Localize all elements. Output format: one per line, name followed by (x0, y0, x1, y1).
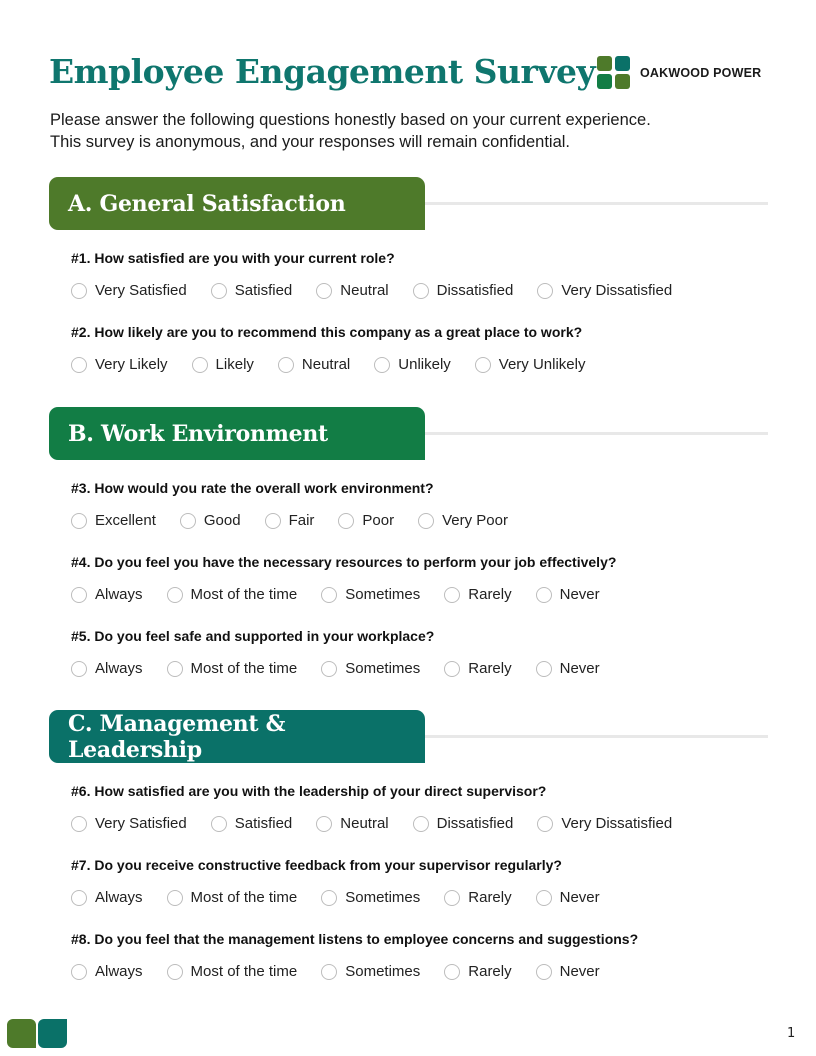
radio-icon[interactable] (536, 661, 552, 677)
option-label: Dissatisfied (436, 282, 514, 299)
option-always[interactable] (71, 963, 143, 980)
option-poor[interactable] (338, 512, 394, 529)
option-label: Rarely (468, 586, 512, 603)
radio-icon[interactable] (537, 283, 553, 299)
option-neutral[interactable] (316, 815, 388, 832)
radio-icon[interactable] (374, 357, 390, 373)
radio-icon[interactable] (413, 283, 429, 299)
option-label: Likely (215, 356, 254, 373)
option-very-likely[interactable] (71, 356, 168, 373)
options-q8 (71, 963, 624, 980)
option-dissatisfied[interactable] (413, 815, 514, 832)
option-label: Very Satisfied (95, 815, 187, 832)
options-q1 (71, 282, 696, 299)
option-likely[interactable] (192, 356, 254, 373)
section-header-work-environment (49, 407, 425, 460)
option-always[interactable] (71, 889, 143, 906)
option-dissatisfied[interactable] (413, 282, 514, 299)
radio-icon[interactable] (71, 661, 87, 677)
option-label: Sometimes (345, 889, 421, 906)
option-label: Dissatisfied (436, 815, 514, 832)
option-sometimes[interactable] (321, 660, 420, 677)
section-divider (425, 202, 768, 205)
section-header-general-satisfaction (49, 177, 425, 230)
option-label: Rarely (468, 660, 512, 677)
radio-icon[interactable] (71, 816, 87, 832)
radio-icon[interactable] (321, 661, 337, 677)
option-very-unlikely[interactable] (475, 356, 586, 373)
question-3: #3. How would you rate the overall work environment? (71, 480, 434, 496)
option-label: Always (95, 586, 143, 603)
option-neutral[interactable] (316, 282, 388, 299)
option-never[interactable] (536, 586, 600, 603)
option-very-satisfied[interactable] (71, 282, 187, 299)
options-q5 (71, 660, 624, 677)
option-label: Sometimes (345, 586, 421, 603)
company-name: OAKWOOD POWER (640, 65, 762, 80)
option-label: Poor (362, 512, 395, 529)
option-most-of-the-time[interactable] (167, 889, 298, 906)
question-6: #6. How satisfied are you with the leadership of your direct supervisor? (71, 783, 547, 799)
option-label: Never (559, 586, 600, 603)
option-label: Good (203, 512, 241, 529)
radio-icon[interactable] (413, 816, 429, 832)
option-rarely[interactable] (444, 586, 511, 603)
option-label: Most of the time (190, 963, 298, 980)
footer-brand-mark-icon (7, 1019, 67, 1048)
radio-icon[interactable] (418, 513, 434, 529)
option-label: Always (95, 889, 143, 906)
radio-icon[interactable] (444, 890, 460, 906)
radio-icon[interactable] (167, 890, 183, 906)
section-title: B. Work Environment (68, 420, 328, 447)
option-label: Rarely (468, 889, 512, 906)
option-label: Most of the time (190, 889, 298, 906)
logo-grid-icon (597, 56, 630, 89)
radio-icon[interactable] (211, 816, 227, 832)
radio-icon[interactable] (265, 513, 281, 529)
option-label: Very Satisfied (95, 282, 187, 299)
option-label: Unlikely (398, 356, 451, 373)
radio-icon[interactable] (338, 513, 354, 529)
page-number: 1 (787, 1026, 796, 1041)
option-label: Very Dissatisfied (561, 815, 673, 832)
radio-icon[interactable] (71, 587, 87, 603)
option-very-dissatisfied[interactable] (537, 282, 672, 299)
option-very-poor[interactable] (418, 512, 508, 529)
option-most-of-the-time[interactable] (167, 963, 298, 980)
radio-icon[interactable] (192, 357, 208, 373)
option-label: Most of the time (190, 660, 298, 677)
option-label: Never (559, 889, 600, 906)
radio-icon[interactable] (167, 587, 183, 603)
radio-icon[interactable] (71, 283, 87, 299)
option-rarely[interactable] (444, 889, 511, 906)
option-label: Always (95, 963, 143, 980)
radio-icon[interactable] (536, 587, 552, 603)
radio-icon[interactable] (316, 816, 332, 832)
option-fair[interactable] (265, 512, 315, 529)
option-neutral[interactable] (278, 356, 350, 373)
option-most-of-the-time[interactable] (167, 660, 298, 677)
option-label: Very Unlikely (498, 356, 586, 373)
option-label: Very Likely (95, 356, 168, 373)
page-title: Employee Engagement Survey (49, 52, 596, 91)
intro-line-1: Please answer the following questions honestly based on your current experience. (50, 111, 651, 129)
question-8: #8. Do you feel that the management listens to employee concerns and suggestions? (71, 931, 639, 947)
option-label: Sometimes (345, 660, 421, 677)
option-satisfied[interactable] (211, 815, 293, 832)
radio-icon[interactable] (211, 283, 227, 299)
options-q4 (71, 586, 624, 603)
section-title: A. General Satisfaction (68, 190, 346, 217)
option-label: Fair (288, 512, 315, 529)
radio-icon[interactable] (537, 816, 553, 832)
radio-icon[interactable] (536, 890, 552, 906)
option-never[interactable] (536, 660, 600, 677)
option-label: Very Poor (442, 512, 508, 529)
option-label: Excellent (95, 512, 156, 529)
option-very-dissatisfied[interactable] (537, 815, 672, 832)
radio-icon[interactable] (321, 890, 337, 906)
radio-icon[interactable] (71, 357, 87, 373)
option-rarely[interactable] (444, 660, 511, 677)
option-sometimes[interactable] (321, 889, 420, 906)
options-q6 (71, 815, 696, 832)
radio-icon[interactable] (444, 587, 460, 603)
option-very-satisfied[interactable] (71, 815, 187, 832)
radio-icon[interactable] (475, 357, 491, 373)
radio-icon[interactable] (444, 661, 460, 677)
radio-icon[interactable] (167, 661, 183, 677)
radio-icon[interactable] (536, 964, 552, 980)
option-sometimes[interactable] (321, 963, 420, 980)
option-satisfied[interactable] (211, 282, 293, 299)
option-never[interactable] (536, 963, 600, 980)
question-5: #5. Do you feel safe and supported in your workplace? (71, 628, 435, 644)
intro-text (50, 109, 651, 153)
question-4: #4. Do you feel you have the necessary resources to perform your job effectively? (71, 554, 617, 570)
radio-icon[interactable] (316, 283, 332, 299)
option-sometimes[interactable] (321, 586, 420, 603)
option-label: Sometimes (345, 963, 421, 980)
option-good[interactable] (180, 512, 241, 529)
question-2: #2. How likely are you to recommend this company as a great place to work? (71, 324, 583, 340)
radio-icon[interactable] (321, 964, 337, 980)
section-header-management-leadership (49, 710, 425, 763)
radio-icon[interactable] (278, 357, 294, 373)
radio-icon[interactable] (71, 890, 87, 906)
radio-icon[interactable] (71, 964, 87, 980)
options-q2 (71, 356, 609, 373)
question-1: #1. How satisfied are you with your current role? (71, 250, 395, 266)
options-q7 (71, 889, 624, 906)
question-7: #7. Do you receive constructive feedback from your supervisor regularly? (71, 857, 562, 873)
options-q3 (71, 512, 532, 529)
option-label: Never (559, 660, 600, 677)
option-label: Rarely (468, 963, 512, 980)
option-label: Neutral (340, 282, 389, 299)
option-label: Always (95, 660, 143, 677)
option-label: Satisfied (234, 282, 293, 299)
option-always[interactable] (71, 660, 143, 677)
company-logo (597, 56, 761, 89)
option-label: Neutral (301, 356, 351, 373)
option-never[interactable] (536, 889, 600, 906)
radio-icon[interactable] (444, 964, 460, 980)
option-label: Most of the time (190, 586, 298, 603)
option-unlikely[interactable] (374, 356, 451, 373)
radio-icon[interactable] (180, 513, 196, 529)
radio-icon[interactable] (71, 513, 87, 529)
option-rarely[interactable] (444, 963, 511, 980)
radio-icon[interactable] (167, 964, 183, 980)
radio-icon[interactable] (321, 587, 337, 603)
option-label: Never (559, 963, 600, 980)
option-label: Satisfied (234, 815, 293, 832)
section-divider (425, 432, 768, 435)
section-divider (425, 735, 768, 738)
option-always[interactable] (71, 586, 143, 603)
option-most-of-the-time[interactable] (167, 586, 298, 603)
option-excellent[interactable] (71, 512, 156, 529)
intro-line-2: This survey is anonymous, and your responses will remain confidential. (50, 133, 570, 151)
option-label: Neutral (340, 815, 389, 832)
option-label: Very Dissatisfied (561, 282, 673, 299)
section-title: C. Management & Leadership (68, 710, 286, 763)
